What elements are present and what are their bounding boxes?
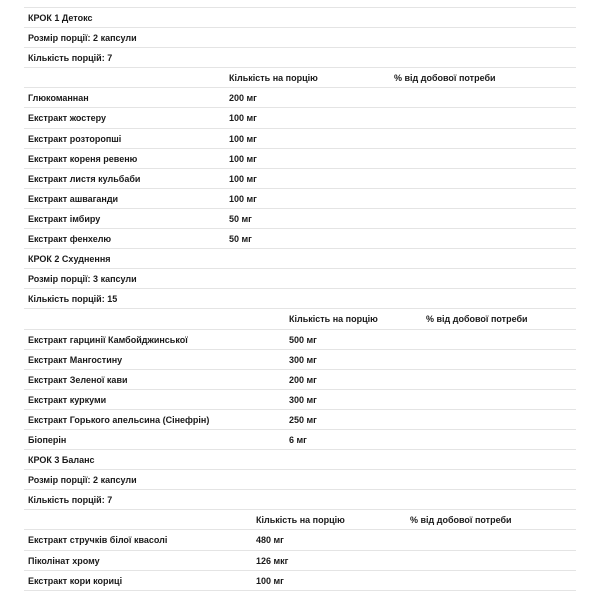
daily-value-column-header: % від добової потреби: [426, 314, 528, 325]
table-row: [24, 410, 576, 430]
ingredient-amount: 100 мг: [229, 153, 257, 164]
ingredient-name: Глюкоманнан: [28, 93, 89, 104]
ingredient-amount: 100 мг: [229, 173, 257, 184]
ingredient-amount: 50 мг: [229, 213, 252, 224]
table-row: [24, 108, 576, 128]
ingredient-amount: 480 мг: [256, 535, 284, 546]
section-step-2: [24, 249, 576, 450]
ingredient-amount: 50 мг: [229, 234, 252, 245]
ingredient-amount: 300 мг: [289, 394, 317, 405]
ingredient-amount: 250 мг: [289, 414, 317, 425]
servings-count: Кількість порцій: 15: [28, 294, 118, 305]
section-title: КРОК 2 Схуднення: [28, 254, 111, 265]
ingredient-name: Екстракт Горького апельсина (Сінефрін): [28, 414, 210, 425]
table-row: [24, 229, 576, 249]
table-row: [24, 571, 576, 591]
table-row: [24, 169, 576, 189]
table-row: [24, 129, 576, 149]
servings-count: Кількість порцій: 7: [28, 53, 113, 64]
serving-size: Розмір порції: 2 капсули: [28, 33, 137, 44]
amount-column-header: Кількість на порцію: [256, 515, 345, 526]
table-row: [24, 430, 576, 450]
table-row: [24, 551, 576, 571]
ingredient-amount: 200 мг: [289, 374, 317, 385]
amount-column-header: Кількість на порцію: [289, 314, 378, 325]
column-header-row: [24, 68, 576, 88]
ingredient-amount: 100 мг: [229, 133, 257, 144]
ingredient-name: Біоперін: [28, 434, 67, 445]
ingredient-name: Екстракт кореня ревеню: [28, 153, 138, 164]
ingredient-amount: 6 мг: [289, 434, 307, 445]
table-row: [24, 390, 576, 410]
table-row: [24, 350, 576, 370]
servings-count-row: [24, 490, 576, 510]
daily-value-column-header: % від добової потреби: [394, 73, 496, 84]
section-title: КРОК 1 Детокс: [28, 13, 93, 23]
section-title: КРОК 3 Баланс: [28, 455, 95, 466]
ingredient-name: Екстракт кори кориці: [28, 575, 123, 586]
ingredient-amount: 300 мг: [289, 354, 317, 365]
servings-count-row: [24, 48, 576, 68]
serving-size-row: [24, 470, 576, 490]
serving-size: Розмір порції: 2 капсули: [28, 475, 137, 486]
ingredient-amount: 500 мг: [289, 334, 317, 345]
serving-size-row: [24, 28, 576, 48]
ingredient-name: Екстракт ашваганди: [28, 193, 119, 204]
servings-count-row: [24, 289, 576, 309]
ingredient-amount: 100 мг: [229, 113, 257, 124]
table-row: [24, 330, 576, 350]
table-row: [24, 530, 576, 550]
section-title-row: [24, 450, 576, 470]
table-row: [24, 209, 576, 229]
servings-count: Кількість порцій: 7: [28, 495, 113, 506]
ingredient-name: Екстракт куркуми: [28, 394, 107, 405]
ingredient-name: Екстракт імбиру: [28, 213, 101, 224]
column-header-row: [24, 510, 576, 530]
ingredient-name: Екстракт Мангостину: [28, 354, 123, 365]
ingredient-name: Екстракт стручків білої квасолі: [28, 535, 168, 546]
ingredient-amount: 100 мг: [229, 193, 257, 204]
table-row: [24, 88, 576, 108]
ingredient-amount: 100 мг: [256, 575, 284, 586]
section-step-3: [24, 450, 576, 591]
section-step-1: [24, 8, 576, 249]
ingredient-name: Екстракт фенхелю: [28, 234, 112, 245]
ingredient-amount: 126 мкг: [256, 555, 289, 566]
ingredient-name: Екстракт Зеленої кави: [28, 374, 128, 385]
table-row: [24, 189, 576, 209]
daily-value-column-header: % від добової потреби: [410, 515, 512, 526]
table-row: [24, 149, 576, 169]
ingredient-name: Екстракт гарцинії Камбойджинської: [28, 334, 188, 345]
table-row: [24, 370, 576, 390]
section-title-row: [24, 8, 576, 28]
section-title-row: [24, 249, 576, 269]
serving-size-row: [24, 269, 576, 289]
ingredient-name: Піколінат хрому: [28, 555, 100, 566]
serving-size: Розмір порції: 3 капсули: [28, 274, 137, 285]
amount-column-header: Кількість на порцію: [229, 73, 318, 84]
ingredient-name: Екстракт розторопші: [28, 133, 122, 144]
ingredient-name: Екстракт жостеру: [28, 113, 107, 124]
ingredient-name: Екстракт листя кульбаби: [28, 173, 141, 184]
column-header-row: [24, 309, 576, 329]
ingredient-amount: 200 мг: [229, 93, 257, 104]
supplement-facts-document: [24, 8, 576, 591]
